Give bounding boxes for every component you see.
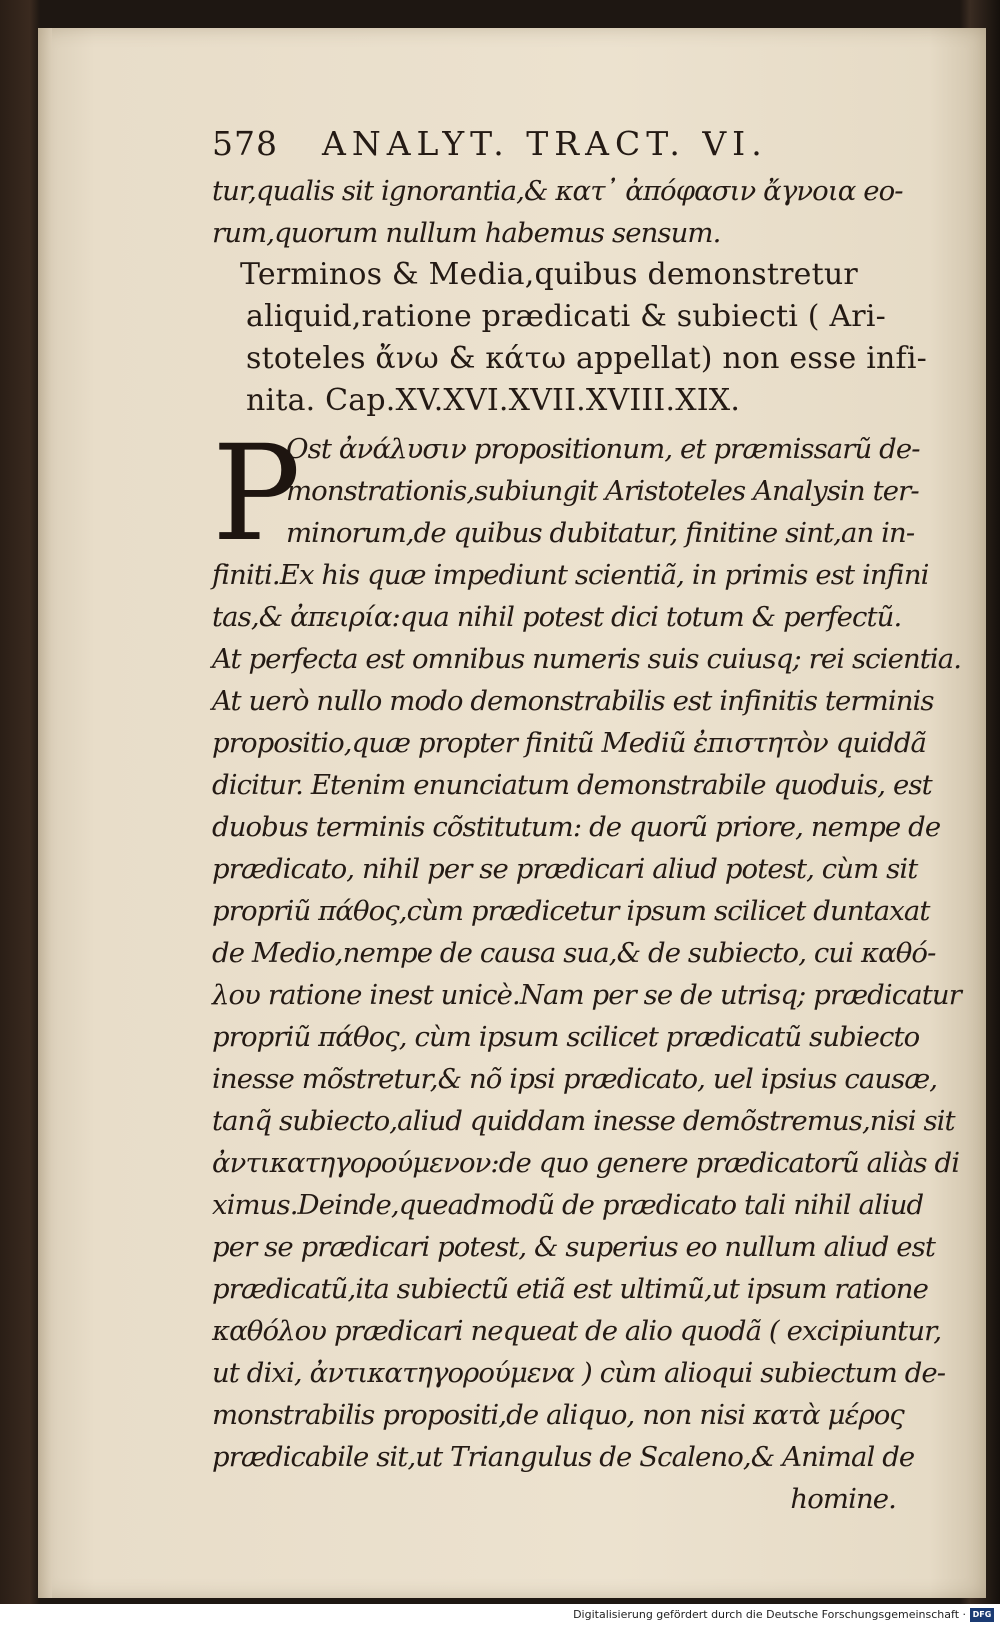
text-line: tur,qualis sit ignorantia,& κατ᾽ ἀπόφασιν ἄγνοια eo-: [212, 175, 903, 207]
digitization-footer: [0, 1604, 1000, 1628]
text-line: propriũ πάθος,cùm prædicetur ipsum scilicet duntaxat: [212, 895, 930, 927]
running-title: ANALYT. TRACT. VI.: [322, 124, 768, 163]
heading-line: aliquid,ratione prædicati & subiecti ( Ari-: [246, 299, 886, 334]
dfg-logo: DFG: [970, 1608, 994, 1622]
text-line: ut dixi, ἀντικατηγορούμενα ) cùm alioqui subiectum de-: [212, 1357, 946, 1389]
text-line: prædicato, nihil per se prædicari aliud potest, cùm sit: [212, 853, 918, 885]
text-line: monstrationis,subiungit Aristoteles Analysin ter-: [286, 475, 919, 507]
text-line: ἀντικατηγορούμενον:de quo genere prædicatorũ aliàs di: [212, 1147, 960, 1179]
text-line: At perfecta est omnibus numeris suis cuiusq; rei scientia.: [212, 643, 962, 675]
text-line: propositio,quæ propter finitũ Mediũ ἐπιστητὸν quiddã: [212, 727, 927, 759]
text-line: ximus.Deinde,queadmodũ de prædicato tali nihil aliud: [212, 1189, 924, 1221]
text-line: λου ratione inest unicè.Nam per se de utrisq; prædicatur: [212, 979, 961, 1011]
text-line: de Medio,nempe de causa sua,& de subiecto, cui καθό-: [212, 937, 936, 969]
heading-line: stoteles ἄνω & κάτω appellat) non esse infi-: [246, 341, 927, 376]
text-line: tanq̃ subiecto,aliud quiddam inesse demõstremus,nisi sit: [212, 1105, 955, 1137]
text-line: per se prædicari potest, & superius eo nullum aliud est: [212, 1231, 936, 1263]
heading-line: nita. Cap.XV.XVI.XVII.XVIII.XIX.: [246, 383, 741, 418]
running-head: [212, 124, 902, 170]
page-gutter-edge: [38, 28, 52, 1598]
text-line: dicitur. Etenim enunciatum demonstrabile quoduis, est: [212, 769, 932, 801]
heading-line: Terminos & Media,quibus demonstretur: [240, 257, 858, 292]
text-line: tas,& ἀπειρία:qua nihil potest dici totum & perfectũ.: [212, 601, 902, 633]
text-line: prædicatũ,ita subiectũ etiã est ultimũ,ut ipsum ratione: [212, 1273, 928, 1305]
text-line: inesse mõstretur,& nõ ipsi prædicato, uel ipsius causæ,: [212, 1063, 938, 1095]
intro-paragraph: [212, 170, 902, 254]
text-line: prædicabile sit,ut Triangulus de Scaleno,& Animal de: [212, 1441, 915, 1473]
text-line: Ost ἀνάλυσιν propositionum, et præmissarũ de-: [286, 433, 920, 465]
text-line: propriũ πάθος, cùm ipsum scilicet prædicatũ subiecto: [212, 1021, 920, 1053]
body-paragraph: [212, 417, 962, 1520]
text-line: rum,quorum nullum habemus sensum.: [212, 217, 721, 249]
text-line: minorum,de quibus dubitatur, finitine sint,an in-: [286, 517, 915, 549]
text-line: monstrabilis propositi,de aliquo, non nisi κατὰ μέρος: [212, 1399, 904, 1431]
text-line: καθόλου prædicari nequeat de alio quodã ( excipiuntur,: [212, 1315, 942, 1347]
text-line: duobus terminis cõstitutum: de quorũ priore, nempe de: [212, 811, 941, 843]
text-line: At uerò nullo modo demonstrabilis est infinitis terminis: [212, 685, 934, 717]
text-line: finiti.Ex his quæ impediunt scientiã, in primis est infini: [212, 559, 929, 591]
page-number: 578: [212, 124, 278, 163]
drop-cap-initial: P: [212, 417, 301, 571]
catchword-line: homine.: [790, 1483, 896, 1515]
page-text-block: [212, 124, 962, 1520]
footer-credit: Digitalisierung gefördert durch die Deutsche Forschungsgemeinschaft ·: [573, 1608, 966, 1621]
chapter-heading: [212, 254, 927, 422]
